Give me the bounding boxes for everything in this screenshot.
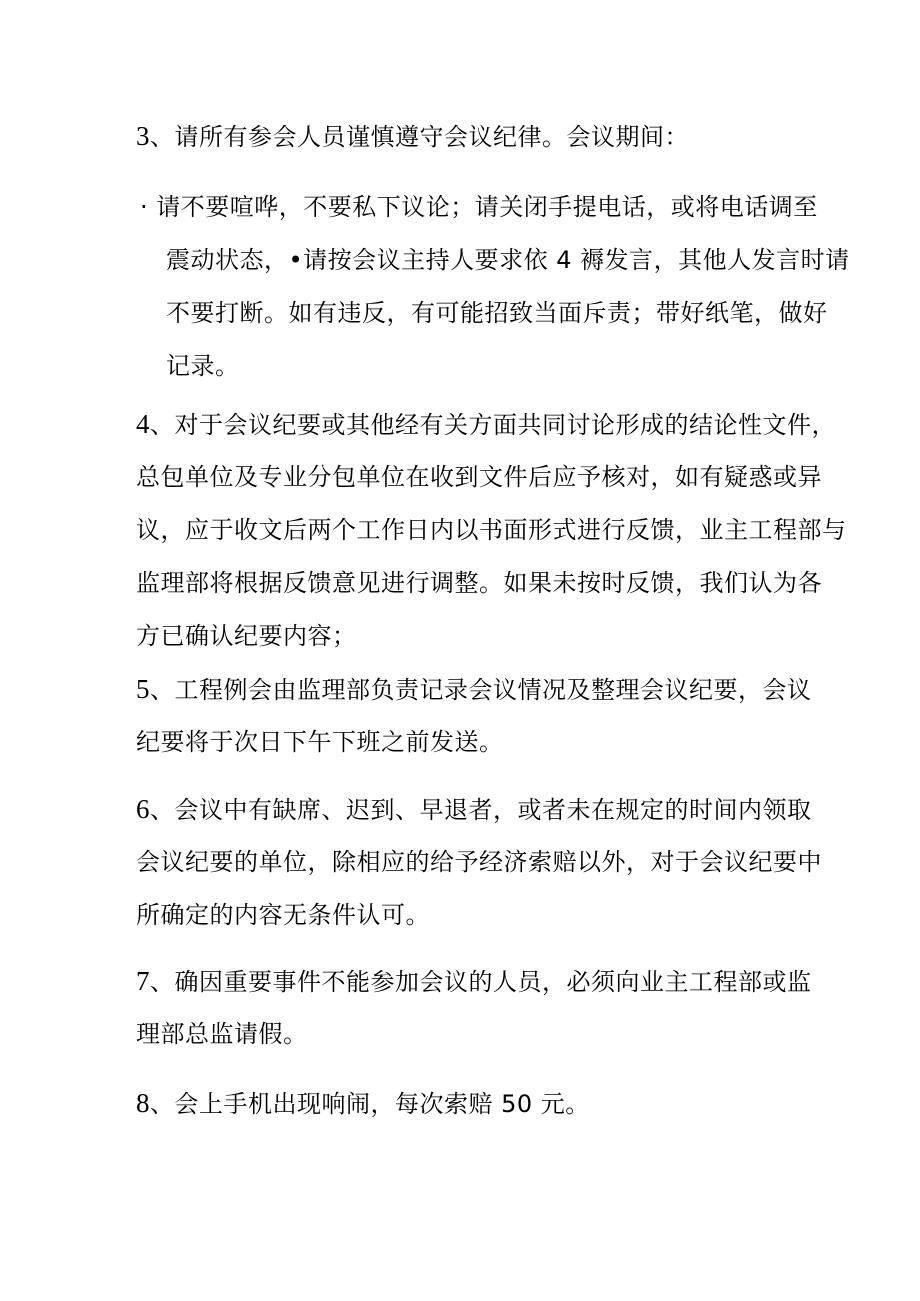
item-6 [136, 783, 822, 942]
item-5 [136, 663, 816, 769]
item-4-line-2: 总包单位及专业分包单位在收到文件后应予核对，如有疑惑或异 [136, 463, 822, 491]
item-8 [136, 1077, 816, 1130]
rules-line-4: 记录。 [166, 352, 240, 380]
item-7-line-1 [136, 955, 816, 1008]
item-4-line-5: 方已确认纪要内容； [136, 622, 357, 650]
item-6-line-3: 所确定的内容无条件认可。 [136, 901, 430, 929]
item-6-line-1 [136, 783, 816, 836]
item-7 [136, 955, 816, 1061]
item-text: 、会议中有缺席、迟到、早退者，或者未在规定的时间内领取 [150, 796, 812, 824]
item-text: 、确因重要事件不能参加会议的人员，必须向业主工程部或监 [150, 968, 812, 996]
item-3 [136, 110, 816, 163]
rules-line-3: 不要打断。如有违反，有可能招致当面斥责；带好纸笔，做好 [166, 299, 828, 327]
item-number: 4 [136, 409, 150, 439]
rules-line-2: 震动状态，•请按会议主持人要求依 4 褥发言，其他人发言时请 [166, 246, 850, 274]
item-number: 3 [136, 121, 150, 151]
item-4-line-4: 监理部将根据反馈意见进行调整。如果未按时反馈，我们认为各 [136, 569, 822, 597]
item-number: 5 [136, 674, 150, 704]
item-4 [136, 398, 847, 663]
item-5-line-1 [136, 663, 816, 716]
meeting-rules [140, 181, 850, 393]
rules-line-1: · 请不要喧哗，不要私下议论；请关闭手提电话，或将电话调至 [140, 193, 818, 221]
item-text: 、对于会议纪要或其他经有关方面共同讨论形成的结论性文件， [150, 411, 836, 439]
item-3-line-1 [136, 110, 816, 163]
item-number: 6 [136, 794, 150, 824]
item-number: 8 [136, 1088, 150, 1118]
item-text: 、工程例会由监理部负责记录会议情况及整理会议纪要，会议 [150, 676, 812, 704]
item-text: 、会上手机出现响闹，每次索赔 50 元。 [150, 1090, 590, 1118]
item-5-line-2: 纪要将于次日下午下班之前发送。 [136, 728, 504, 756]
item-6-line-2: 会议纪要的单位，除相应的给予经济索赔以外，对于会议纪要中 [136, 848, 822, 876]
item-7-line-2: 理部总监请假。 [136, 1020, 308, 1048]
item-8-line-1 [136, 1077, 816, 1130]
item-number: 7 [136, 966, 150, 996]
item-4-line-1 [136, 398, 836, 451]
item-text: 、请所有参会人员谨慎遵守会议纪律。会议期间： [150, 123, 689, 151]
item-4-line-3: 议，应于收文后两个工作日内以书面形式进行反馈，业主工程部与 [136, 516, 847, 544]
